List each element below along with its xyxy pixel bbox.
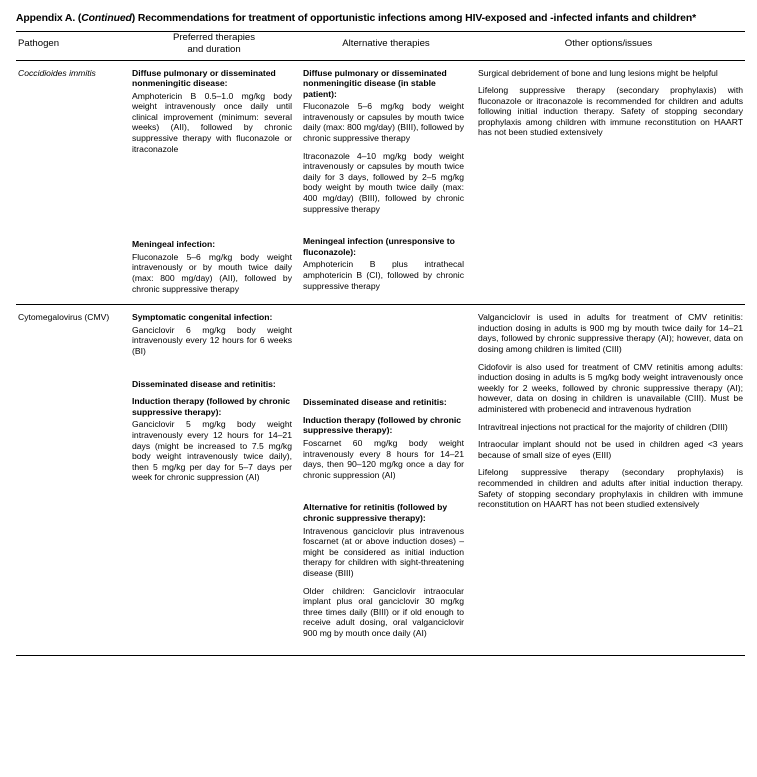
other-paragraph: Lifelong suppressive therapy (secondary prophylaxis) with fluconazole or itraconazole is recommended for children and adults following initial induction therapy. Safety of stopping secondary prophylaxis among children with immune reconstitution on HAART has not been studied extensively <box>478 85 743 138</box>
header-label-preferred-line2: and duration <box>187 43 241 55</box>
title-suffix: ) Recommendations for treatment of opportunistic infections among HIV-exposed and -infected infants and children* <box>131 13 697 24</box>
other-paragraph: Intravitreal injections not practical for the majority of children (DIII) <box>478 421 728 432</box>
alternative-paragraph: Fluconazole 5–6 mg/kg body weight intravenously or capsules by mouth twice daily (max: 800 mg/day) (BIII), followed by chronic suppressive therapy <box>303 101 464 144</box>
alternative-subheading: Diffuse pulmonary or disseminated nonmeningitic disease (in stable patient): <box>303 67 447 99</box>
cell-alternative-therapies <box>300 305 472 648</box>
table-body <box>14 61 745 649</box>
preferred-subheading: Disseminated disease and retinitis: <box>132 378 276 389</box>
pathogen-name: Coccidioides immitis <box>18 67 96 78</box>
header-label-preferred-line1: Preferred therapies <box>172 31 256 43</box>
header-cell-alternative <box>300 32 472 60</box>
alternative-subheading: Meningeal infection (unresponsive to fluconazole): <box>303 236 455 257</box>
table-row <box>16 305 745 648</box>
header-label-pathogen: Pathogen <box>18 37 60 49</box>
header-row <box>16 32 745 60</box>
cell-alternative-therapies <box>300 61 472 305</box>
cell-pathogen <box>16 305 128 648</box>
page-title <box>16 12 745 26</box>
table-bottom-rule <box>16 655 745 656</box>
alternative-paragraph: Intravenous ganciclovir plus intravenous foscarnet (at or above induction doses) – might be considered as initial induction therapy for children with sight-threatening disease (BIII) <box>303 525 464 578</box>
row-1 <box>16 305 745 648</box>
header-cell-preferred <box>128 32 300 60</box>
alternative-subheading: Induction therapy (followed by chronic suppressive therapy): <box>303 414 462 436</box>
preferred-subheading: Diffuse pulmonary or disseminated nonmeningitic disease: <box>132 67 276 89</box>
alternative-paragraph: Foscarnet 60 mg/kg body weight intravenously every 8 hours for 14–21 days, then 90–120 mg/kg once a day for chronic suppression (AI) <box>303 438 464 480</box>
preferred-paragraph: Ganciclovir 5 mg/kg body weight intravenously every 12 hours for 14–21 days (might be increased to 7.5 mg/kg body weight intravenously twice daily), then 5 mg/kg per day for 5–7 days per week for chronic suppression (AI) <box>132 419 292 483</box>
header-cell-pathogen <box>16 32 128 60</box>
header-cell-other <box>472 32 745 60</box>
header-label-alternative: Alternative therapies <box>342 37 430 49</box>
row-0 <box>16 61 745 305</box>
title-italic-continued: Continued <box>81 13 132 24</box>
alternative-paragraph: Itraconazole 4–10 mg/kg body weight intravenously or capsules by mouth twice daily for 3 days, followed by 2–5 mg/kg body weight by mouth twice daily (max: 400 mg/day) (BIII), followed by chronic suppressive therapy <box>303 150 464 214</box>
cell-pathogen <box>16 61 128 305</box>
preferred-paragraph: Amphotericin B 0.5–1.0 mg/kg body weight intravenously once daily until clinical improvement (minimum: several weeks) (AII), followed by chronic suppressive therapy with fluconazole or itraconazole <box>132 90 292 154</box>
preferred-paragraph: Ganciclovir 6 mg/kg body weight intravenously every 12 hours for 6 weeks (BI) <box>132 324 292 356</box>
other-paragraph: Intraocular implant should not be used in children aged <3 years because of small size of eyes (EIII) <box>478 439 743 460</box>
other-paragraph: Cidofovir is also used for treatment of CMV retinitis among adults: induction dosing in adults is 5 mg/kg body weight intravenously once weekly for 2 weeks, followed by chronic suppressive therapy (AI); however, data on dosing in children is unavailable (CIII). Must be administered with probenecid and intravenous hydration <box>478 361 743 414</box>
header-label-other: Other options/issues <box>564 37 653 49</box>
cell-preferred-therapies <box>128 305 300 648</box>
preferred-subheading: Induction therapy (followed by chronic suppressive therapy): <box>132 396 291 417</box>
cell-other-options <box>472 305 745 648</box>
cell-other-options <box>472 61 745 305</box>
table-row <box>16 61 745 305</box>
other-paragraph: Lifelong suppressive therapy (secondary prophylaxis) is recommended in children and adults after initial induction therapy. Safety of stopping secondary prophylaxis in children with immune reconstitution on HAART has not been studied extensively <box>478 467 743 510</box>
alternative-subheading: Disseminated disease and retinitis: <box>303 397 447 408</box>
alternative-subheading: Alternative for retinitis (followed by chronic suppressive therapy): <box>303 502 448 523</box>
alternative-paragraph: Older children: Ganciclovir intraocular implant plus oral ganciclovir 30 mg/kg three times daily (BIII) or if old enough to receive adult dosing, oral valganciclovir 900 mg by mouth once daily (AI) <box>303 585 464 638</box>
other-paragraph: Surgical debridement of bone and lung lesions might be helpful <box>478 67 718 78</box>
other-paragraph: Valganciclovir is used in adults for treatment of CMV retinitis: induction dosing in adults is 900 mg by mouth twice daily for 14–21 days, followed by chronic suppressive therapy (AI); however, data on dosing among children is limited (CIII) <box>478 312 743 354</box>
preferred-subheading: Symptomatic congenital infection: <box>132 312 273 323</box>
table-header <box>16 32 745 60</box>
pathogen-name: Cytomegalovirus (CMV) <box>18 312 110 323</box>
title-prefix: Appendix A. ( <box>16 13 82 24</box>
preferred-subheading: Meningeal infection: <box>132 239 216 250</box>
cell-preferred-therapies <box>128 61 300 305</box>
alternative-paragraph: Amphotericin B plus intrathecal amphotericin B (CI), followed by chronic suppressive therapy <box>303 259 464 291</box>
preferred-paragraph: Fluconazole 5–6 mg/kg body weight intravenously or by mouth twice daily (max: 800 mg/day) (AII), followed by chronic suppressive therapy <box>132 251 292 294</box>
